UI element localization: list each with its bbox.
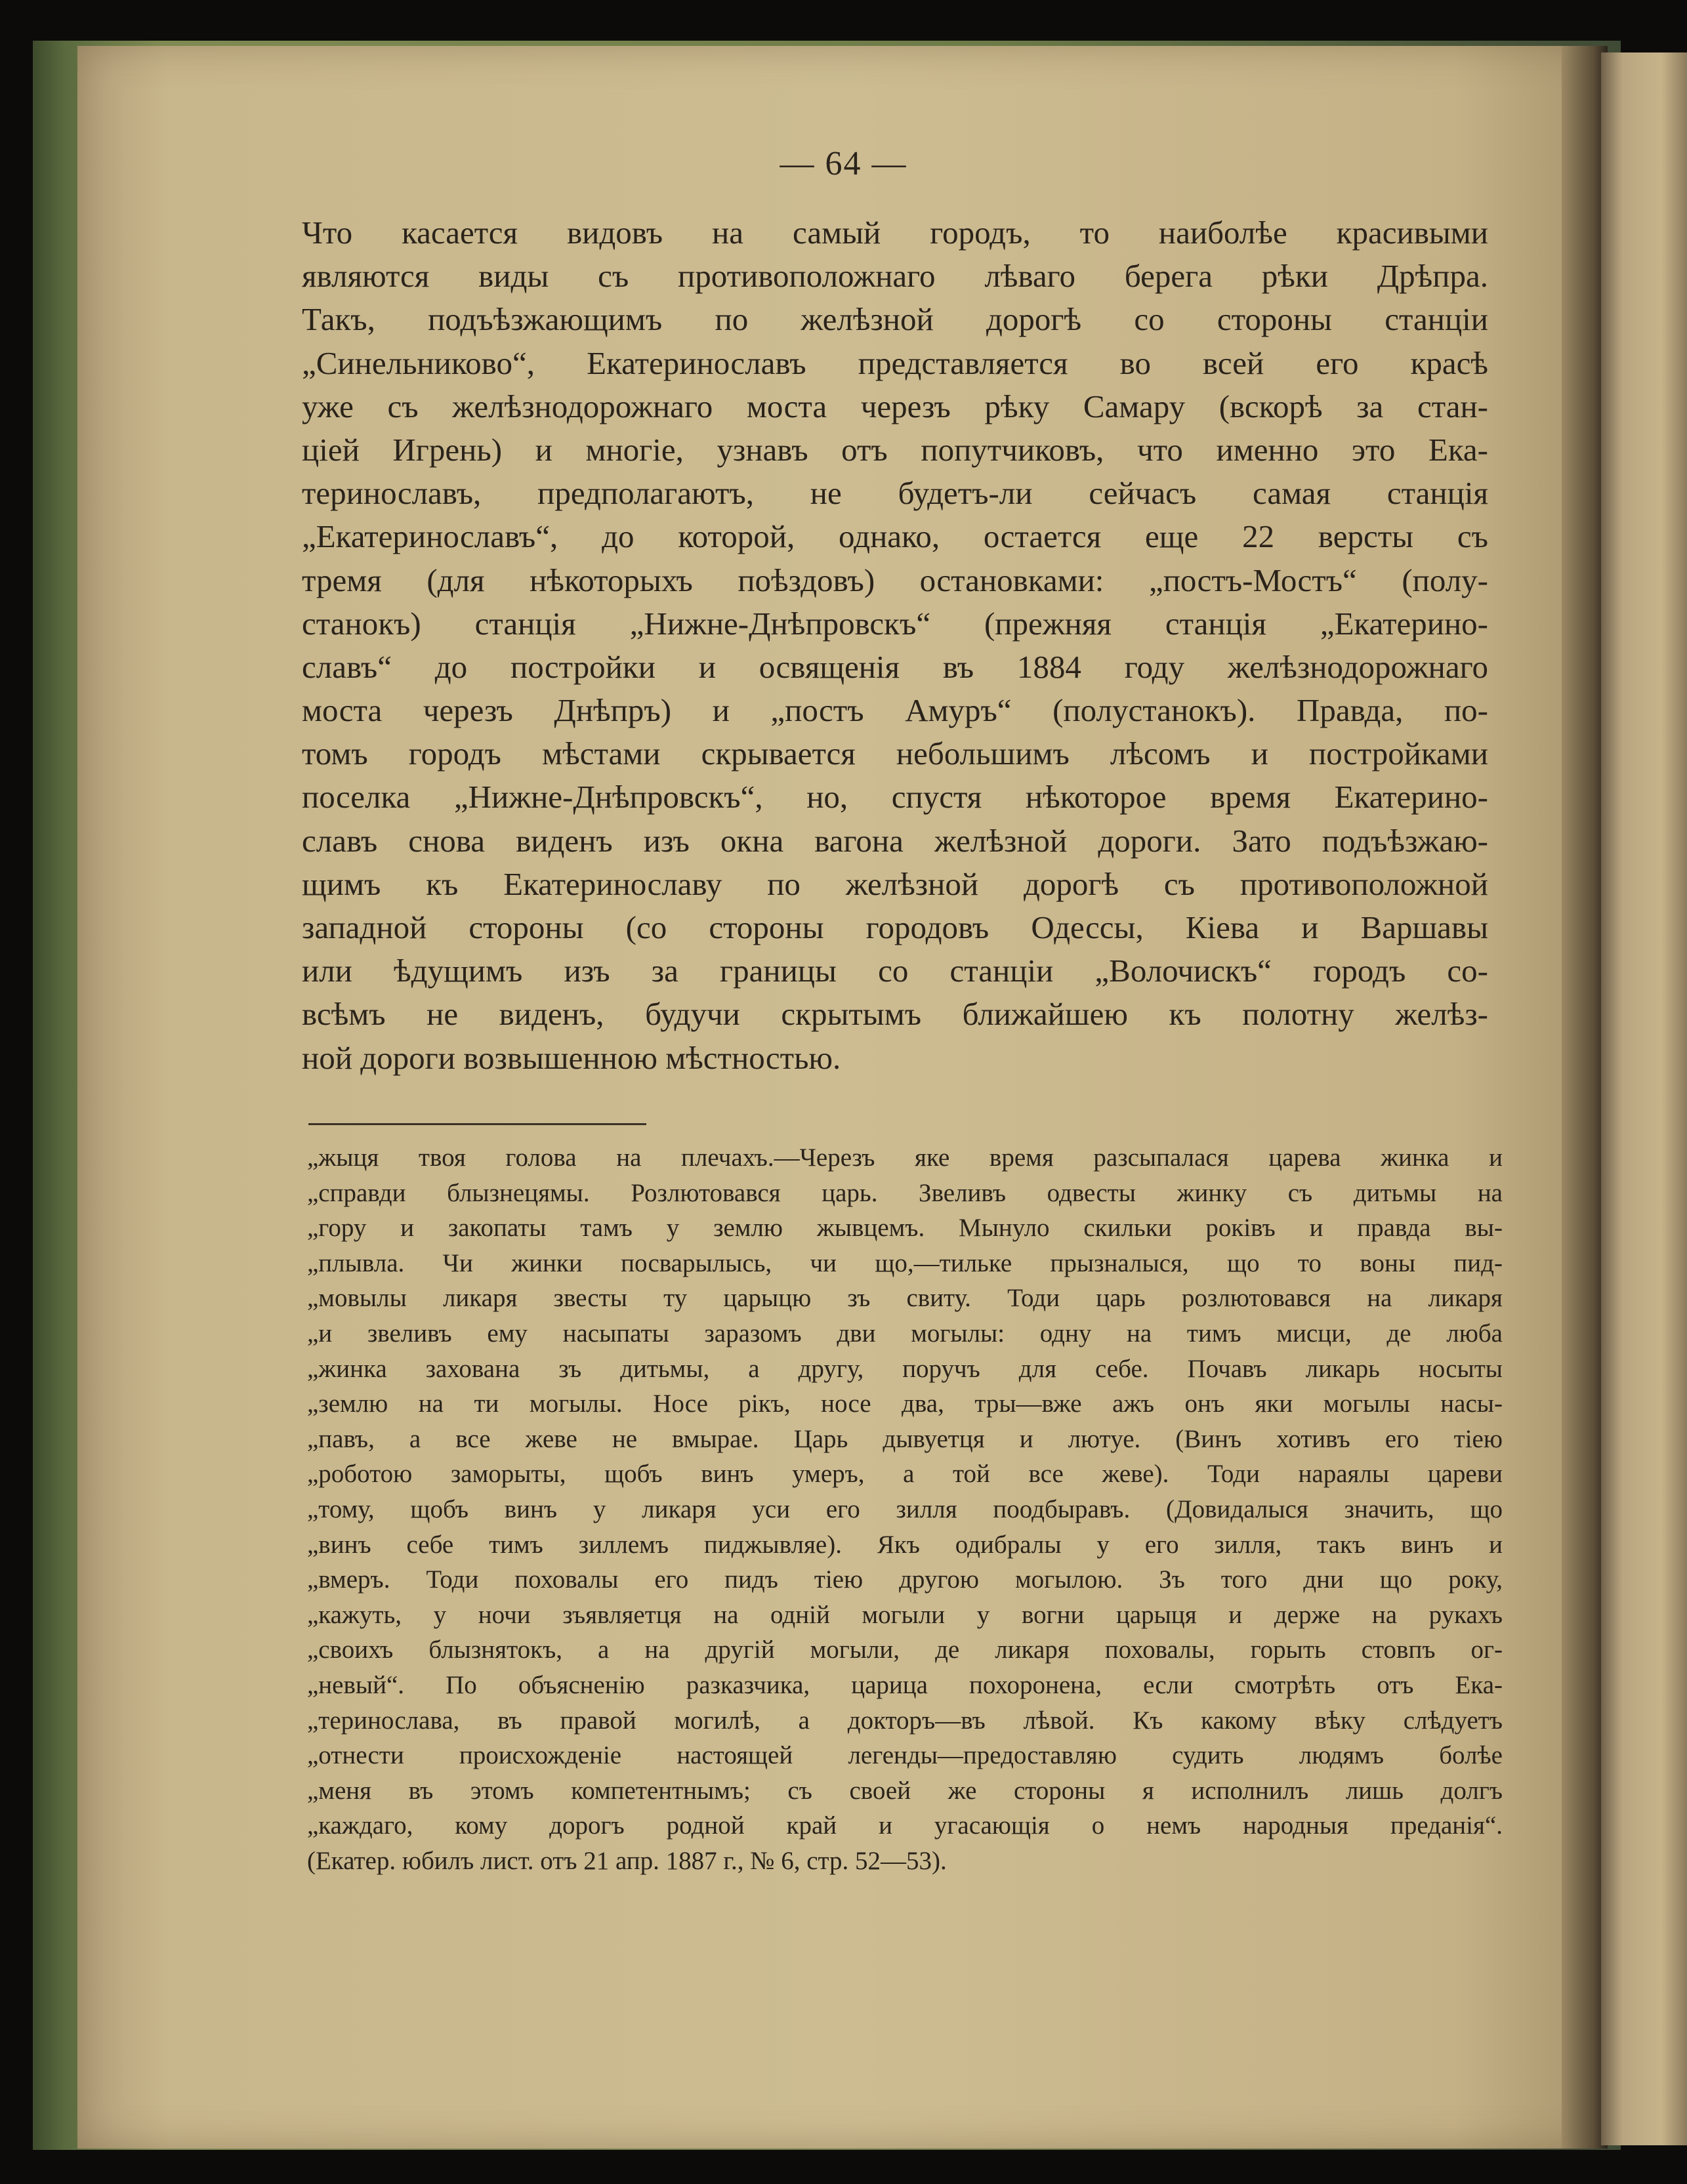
main-text-line: „Синельниково“, Екатеринославъ представляется во всей его красѣ: [302, 344, 1488, 381]
main-text-line: теринославъ, предполагаютъ, не будетъ-ли сейчасъ самая станція: [302, 475, 1488, 512]
main-text-line: тремя (для нѣкоторыхъ поѣздовъ) остановками: „постъ-Мостъ“ (полу-: [302, 562, 1488, 598]
main-text-line: являются виды съ противоположнаго лѣваго берега рѣки Дрѣпра.: [302, 258, 1488, 295]
footnote-line: „гору и закопаты тамъ у землю жывцемъ. Мынуло скильки роківъ и правда вы-: [307, 1214, 1503, 1243]
footnote-line: „вмеръ. Тоди поховалы его пидъ тіею другою могылою. Зъ того дни що року,: [307, 1565, 1503, 1594]
main-text-line: щимъ къ Екатеринославу по желѣзной дорогѣ съ противоположной: [302, 865, 1488, 902]
main-text-line: ной дороги возвышенною мѣстностью.: [302, 1039, 841, 1076]
footnote-line: „отнести происхожденіе настоящей легенды—предоставляю судить людямъ болѣе: [307, 1741, 1503, 1770]
footnote-line: „меня въ этомъ компетентнымъ; съ своей же стороны я исполнилъ лишь долгъ: [307, 1776, 1503, 1805]
footnote-line: „мовылы ликаря звесты ту царыцю зъ свиту. Тоди царь розлютовався на ликаря: [307, 1284, 1503, 1313]
main-text-line: или ѣдущимъ изъ за границы со станціи „Волочискъ“ городъ со-: [302, 953, 1488, 989]
main-text-line: поселка „Нижне-Днѣпровскъ“, но, спустя нѣкоторое время Екатерино-: [302, 779, 1488, 815]
footnote-line: „тому, щобъ винъ у ликаря уси его зилля поодбыравъ. (Довидалыся значить, що: [307, 1494, 1503, 1523]
footnote-line: „жинка захована зъ дитьмы, а другу, поручъ для себе. Почавъ ликарь носыты: [307, 1354, 1503, 1383]
page-number: — 64 —: [780, 145, 907, 182]
footnote-line: „землю на ти могылы. Носе рікъ, носе два, тры—вже ажъ онъ яки могылы насы-: [307, 1390, 1503, 1418]
footnote-line: „справди блызнецямы. Розлютовався царь. Звеливъ одвесты жинку съ дитьмы на: [307, 1178, 1503, 1207]
footnote-line: „и звеливъ ему насыпаты заразомъ дви могылы: одну на тимъ мисци, де люба: [307, 1319, 1503, 1348]
main-text-line: ціей Игрень) и многіе, узнавъ отъ попутчиковъ, что именно это Ека-: [302, 431, 1488, 468]
main-text-line: славъ снова виденъ изъ окна вагона желѣзной дороги. Зато подъѣзжаю-: [302, 822, 1488, 859]
footnote-divider: [308, 1123, 646, 1125]
footnote-line: „роботою заморыты, щобъ винъ умеръ, а той все жеве). Тоди нараялы цареви: [307, 1460, 1503, 1489]
main-text-line: Такъ, подъѣзжающимъ по желѣзной дорогѣ со стороны станціи: [302, 301, 1488, 338]
next-page-edge: [1601, 52, 1687, 2145]
main-text-line: томъ городъ мѣстами скрывается небольшимъ лѣсомъ и постройками: [302, 735, 1488, 772]
main-text-line: славъ“ до постройки и освященія въ 1884 году желѣзнодорожнаго: [302, 648, 1488, 685]
main-text-line: Что касается видовъ на самый городъ, то наиболѣе красивыми: [302, 215, 1488, 251]
footnote-line: „невый“. По объясненію разказчика, царица похоронена, если смотрѣть отъ Ека-: [307, 1670, 1503, 1699]
main-text-line: „Екатеринославъ“, до которой, однако, остается еще 22 версты съ: [302, 518, 1488, 555]
main-text-line: западной стороны (со стороны городовъ Одессы, Кіева и Варшавы: [302, 909, 1488, 945]
footnote-line: „винъ себе тимъ зиллемъ пиджывляе). Якъ одибралы у его зилля, такъ винъ и: [307, 1530, 1503, 1559]
footnote-line: „каждаго, кому дорогъ родной край и угасающія о немъ народныя преданія“.: [307, 1811, 1503, 1840]
main-text-line: уже съ желѣзнодорожнаго моста черезъ рѣку Самару (вскорѣ за стан-: [302, 388, 1488, 424]
footnote-line: „теринослава, въ правой могилѣ, а докторъ—въ лѣвой. Къ какому вѣку слѣдуетъ: [307, 1706, 1503, 1735]
footnote-text: [307, 1140, 1503, 1878]
footnote-line: „жыця твоя голова на плечахъ.—Черезъ яке время разсыпалася царева жинка и: [307, 1144, 1503, 1172]
main-text-line: станокъ) станція „Нижне-Днѣпровскъ“ (прежняя станція „Екатерино-: [302, 605, 1488, 642]
footnote-line: „кажуть, у ночи зъявляетця на одній могыли у вогни царыця и держе на рукахъ: [307, 1600, 1503, 1629]
main-text: [302, 211, 1488, 1080]
footnote-line: „плывла. Чи жинки посварылысь, чи що,—тильке прызналыся, що то воны пид-: [307, 1248, 1503, 1277]
main-text-line: всѣмъ не виденъ, будучи скрытымъ ближайшею къ полотну желѣз-: [302, 996, 1488, 1033]
footnote-line: „павъ, а все жеве не вмырае. Царь дывуетця и лютуе. (Винъ хотивъ его тіею: [307, 1424, 1503, 1453]
main-text-line: моста черезъ Днѣпръ) и „постъ Амуръ“ (полустанокъ). Правда, по-: [302, 692, 1488, 729]
footnote-line: „своихъ блызнятокъ, а на другій могыли, де ликаря поховалы, горыть стовпъ ог-: [307, 1636, 1503, 1664]
footnote-line: (Екатер. юбилъ лист. отъ 21 апр. 1887 г., № 6, стр. 52—53).: [307, 1846, 947, 1875]
